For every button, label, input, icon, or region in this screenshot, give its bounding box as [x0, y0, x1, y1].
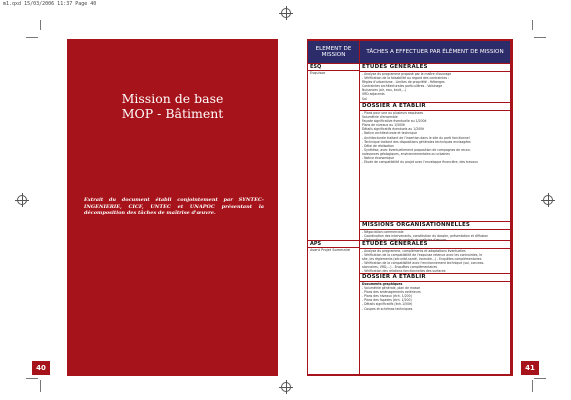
list-item: - Notice économique [362, 156, 395, 161]
cover-panel [67, 39, 278, 376]
list-item: VRD adjacents [362, 92, 385, 97]
list-item: - Volumétrie générale, plan de masse [362, 286, 421, 291]
list-item: Sol [362, 96, 367, 101]
esq-phase-label: ESQ [308, 64, 359, 71]
aps-subtitle: Avant Projet Sommaire [310, 248, 351, 252]
header-element-de-mission: ELEMENT DE MISSION [308, 41, 359, 63]
list-item: - Analyse du programme, compléments et adaptations éventuelles [362, 249, 466, 253]
mission-table [307, 39, 513, 376]
list-item: Détails significatifs éventuels au 1/200è [362, 127, 425, 132]
esq-missions-cell [360, 222, 510, 240]
list-item: Règles d'urbanisme - Limites de propriété - Héberges [362, 80, 445, 85]
list-item: - Analyse du programme proposé par le maître d'ouvrage [362, 72, 452, 76]
aps-dossier-title: DOSSIER A ETABLIR [360, 274, 510, 282]
aps-etudes-cell [360, 241, 510, 273]
list-item: - Coordination des intervenants, constitution du dossier, présentation et diffusion [362, 234, 489, 239]
list-item: Contraintes architecturales particulières - Voisinage [362, 84, 443, 89]
list-item: - Technique traitant des dispositions générales techniques envisagées [362, 139, 471, 144]
esq-dossier-cell [360, 103, 510, 221]
esq-dossier-list [362, 111, 508, 164]
esq-etudes-cell [360, 64, 510, 102]
list-item: Plans de niveaux au 1/500è [362, 123, 405, 128]
title-line-2: MOP - Bâtiment [121, 106, 224, 121]
page-title [67, 91, 278, 121]
aps-etudes-title: ETUDES GENERALES [360, 241, 510, 249]
aps-phase-label: APS [308, 241, 359, 248]
list-item: - Notice architecturale et technique [362, 131, 418, 136]
esq-etudes-list [362, 72, 508, 101]
list-item: - Etude de compatibilité du projet avec l'enveloppe financière, des travaux [362, 160, 478, 165]
list-item: Nuisances (air, eau, bruit,...) [362, 88, 407, 93]
list-item: sionnaires, VRD,...) - Enquêtes complémentaires [362, 265, 437, 270]
esq-subtitle: Esquisse [310, 71, 326, 75]
registration-mark-bottom [279, 380, 293, 394]
header-taches: TÂCHES A EFFECTUER PAR ÉLÉMENT DE MISSION [360, 41, 510, 63]
list-item: - Plans des niveaux (éch. 1/200) [362, 294, 412, 299]
crop-mark [26, 378, 38, 379]
crop-mark [534, 378, 546, 379]
title-line-1: Mission de base [121, 91, 224, 106]
aps-element-cell [308, 241, 359, 374]
esq-missions-title: MISSIONS ORGANISATIONNELLES [360, 222, 510, 230]
list-item: - Plans pour une ou plusieurs esquisses [362, 111, 424, 115]
list-item: - Vérification de la compatibilité avec l'environnement technique (sol, concess- [362, 261, 485, 266]
list-item: Façade significative éventuelle au 1/200è [362, 119, 427, 124]
crop-mark [40, 380, 41, 392]
aps-dossier-cell [360, 274, 510, 374]
registration-mark-right [541, 193, 555, 207]
registration-mark-top [279, 6, 293, 20]
page-number-right: 41 [521, 361, 539, 375]
list-item: - Délai de réalisation [362, 143, 394, 148]
list-item: - Coupes et schémas techniques [362, 306, 413, 311]
list-item: - Plans des façades (éch. 1/200) [362, 298, 412, 303]
list-item: naissances géologiques, environnementales ou urbaines [362, 151, 450, 156]
list-item: - Vérification de la compatibilité de l'esquisse retenue avec les contraintes, le [362, 253, 483, 258]
crop-mark [532, 20, 533, 30]
list-item: - Vérification des relations fonctionnelles des surfaces [362, 269, 446, 274]
list-item: - Détails significatifs (éch.1/50è) [362, 302, 413, 307]
list-item: - Synthèse, avec éventuellement proposition de campagnes de recon- [362, 147, 471, 152]
crop-mark [532, 380, 533, 392]
esq-dossier-title: DOSSIER A ETABLIR [360, 103, 510, 111]
description-text: Extrait du document établi conjointement par SYNTEC-INGENIERIE, CICF, UNTEC et UNAPOC présentant la décomposition des tâches de maîtrise d'œuvre. [84, 197, 264, 216]
list-item: Volumétrie d'ensemble [362, 115, 398, 120]
list-item: - Plans des aménagements extérieurs [362, 290, 421, 295]
esq-element-cell [308, 64, 359, 240]
list-item: - Négociation commerciale [362, 230, 404, 234]
list-item: site, les règlements (sécurité-santé, incendie...) - Enquêtes complémentaires [362, 257, 482, 262]
aps-etudes-list [362, 249, 508, 274]
list-item: - Architecturale traitant de l'insertion dans le site du parti fonctionnel [362, 135, 470, 140]
print-header: m1.qxd 15/03/2006 11:37 Page 40 [3, 1, 97, 7]
crop-mark [534, 37, 546, 38]
registration-mark-left [15, 193, 29, 207]
crop-mark [26, 37, 38, 38]
aps-dossier-list [362, 282, 508, 311]
esq-etudes-title: ETUDES GENERALES [360, 64, 510, 72]
list-item: - Vérification de la faisabilité au regard des contraintes : [362, 76, 449, 81]
page-number-left: 40 [32, 361, 50, 375]
crop-mark [40, 20, 41, 30]
documents-graphiques-heading: Documents graphiques [362, 282, 403, 286]
